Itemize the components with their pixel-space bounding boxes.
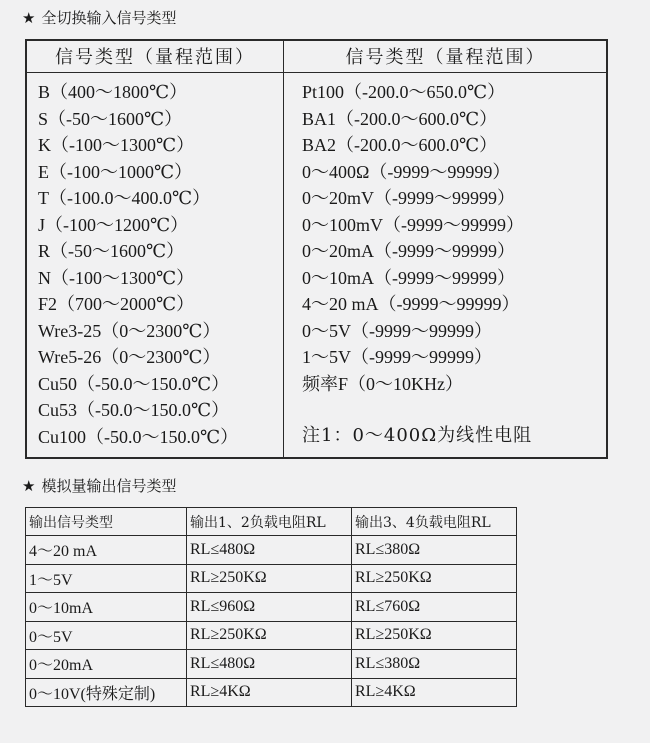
- list-item: BA2（-200.0～600.0℃）: [302, 135, 498, 155]
- right-signal-list: [302, 79, 524, 397]
- footnote: 注1：0～400Ω为线性电阻: [302, 425, 533, 446]
- list-item: Wre5-26（0～2300℃）: [38, 347, 221, 367]
- output-section-title: 模拟量输出信号类型: [41, 477, 177, 495]
- input-section-heading: [22, 7, 176, 28]
- table-header-row: [26, 508, 517, 536]
- left-signal-list: [38, 79, 238, 450]
- list-item: B（400～1800℃）: [38, 82, 188, 102]
- list-item: 1～5V（-9999～99999）: [302, 347, 492, 367]
- list-item: 0～20mA（-9999～99999）: [302, 241, 515, 261]
- list-item: 0～10mA（-9999～99999）: [302, 267, 515, 288]
- load-34-cell: RL≥250KΩ: [352, 564, 517, 593]
- load-12-cell: RL≥4KΩ: [187, 678, 352, 707]
- list-item: 4～20 mA（-9999～99999）: [302, 294, 520, 314]
- load-34-cell: RL≤380Ω: [352, 536, 517, 565]
- list-item: Pt100（-200.0～650.0℃）: [302, 82, 506, 102]
- load-12-cell: RL≤960Ω: [187, 593, 352, 622]
- table-row: [26, 536, 517, 565]
- list-item: Cu50（-50.0～150.0℃）: [38, 373, 230, 394]
- list-item: Cu100（-50.0～150.0℃）: [38, 426, 239, 447]
- load-12-cell: RL≤480Ω: [187, 536, 352, 565]
- list-item: 频率F（0～10KHz）: [302, 373, 463, 394]
- table-row: [26, 593, 517, 622]
- header-output-12-load: 输出1、2负载电阻RL: [187, 508, 352, 536]
- list-item: 0～400Ω（-9999～99999）: [302, 161, 511, 182]
- list-item: E（-100～1000℃）: [38, 161, 193, 182]
- list-item: 0～100mV（-9999～99999）: [302, 214, 524, 235]
- output-type-cell: 4～20 mA: [26, 536, 187, 565]
- load-12-cell: RL≥250KΩ: [187, 564, 352, 593]
- output-signal-table: [25, 507, 517, 707]
- star-icon: ★: [22, 8, 36, 27]
- output-type-cell: 0～10V(特殊定制): [26, 678, 187, 707]
- header-output-type: 输出信号类型: [26, 508, 187, 536]
- header-divider: [27, 72, 606, 73]
- list-item: BA1（-200.0～600.0℃）: [302, 108, 498, 129]
- column-divider: [283, 41, 284, 457]
- list-item: S（-50～1600℃）: [38, 108, 183, 129]
- input-signal-table: [25, 39, 608, 459]
- table-header-left: 信号类型（量程范围）: [55, 47, 255, 68]
- header-output-34-load: 输出3、4负载电阻RL: [352, 508, 517, 536]
- output-section-heading: [22, 475, 176, 496]
- load-34-cell: RL≥4KΩ: [352, 678, 517, 707]
- table-header-right: 信号类型（量程范围）: [345, 47, 546, 68]
- output-type-cell: 0～5V: [26, 621, 187, 650]
- load-34-cell: RL≥250KΩ: [352, 621, 517, 650]
- list-item: N（-100～1300℃）: [38, 267, 195, 288]
- star-icon: ★: [22, 476, 36, 495]
- load-34-cell: RL≤760Ω: [352, 593, 517, 622]
- output-type-cell: 0～20mA: [26, 650, 187, 679]
- table-row: [26, 678, 517, 707]
- input-section-title: 全切换输入信号类型: [41, 9, 177, 27]
- output-type-cell: 0～10mA: [26, 593, 187, 622]
- list-item: R（-50～1600℃）: [38, 241, 185, 261]
- list-item: 0～20mV（-9999～99999）: [302, 188, 515, 208]
- table-row: [26, 650, 517, 679]
- list-item: K（-100～1300℃）: [38, 135, 195, 155]
- table-row: [26, 621, 517, 650]
- load-34-cell: RL≤380Ω: [352, 650, 517, 679]
- list-item: T（-100.0～400.0℃）: [38, 188, 211, 208]
- table-row: [26, 564, 517, 593]
- list-item: 0～5V（-9999～99999）: [302, 320, 492, 341]
- output-type-cell: 1～5V: [26, 564, 187, 593]
- list-item: Cu53（-50.0～150.0℃）: [38, 400, 230, 420]
- list-item: J（-100～1200℃）: [38, 214, 189, 235]
- load-12-cell: RL≥250KΩ: [187, 621, 352, 650]
- load-12-cell: RL≤480Ω: [187, 650, 352, 679]
- list-item: Wre3-25（0～2300℃）: [38, 320, 221, 341]
- list-item: F2（700～2000℃）: [38, 294, 195, 314]
